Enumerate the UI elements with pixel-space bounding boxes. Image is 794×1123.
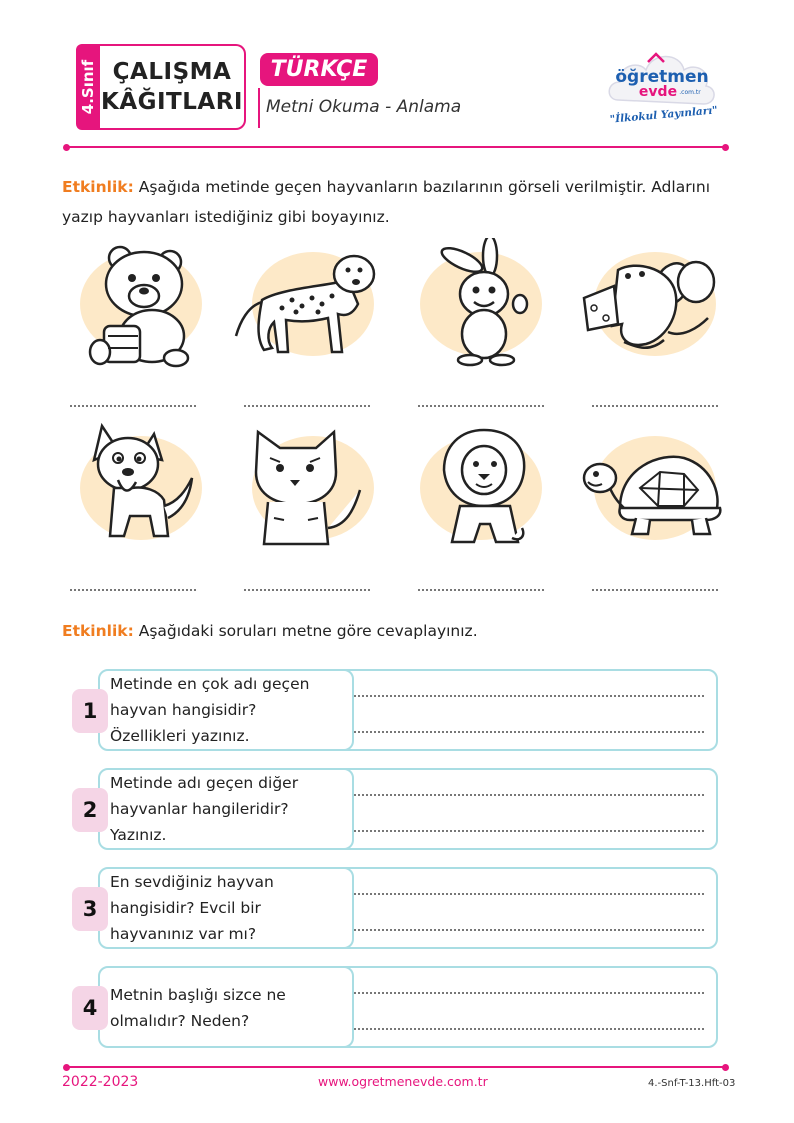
title-line-1: ÇALIŞMA — [112, 59, 232, 85]
rabbit-icon — [432, 238, 542, 368]
logo-word-2: evde — [638, 84, 678, 100]
grade-tab — [76, 44, 100, 130]
question-text: Metnin başlığı sizce ne olmalıdır? Neden? — [110, 986, 286, 1030]
answer-line[interactable] — [342, 830, 704, 832]
answer-line-1[interactable] — [70, 405, 196, 407]
activity1-instruction — [62, 172, 722, 232]
answer-line-4[interactable] — [592, 405, 718, 407]
turtle-icon — [580, 448, 726, 540]
worksheet-title — [100, 44, 246, 130]
publisher-logo — [604, 42, 720, 130]
divider-dot-left — [63, 1064, 70, 1071]
answer-line[interactable] — [342, 992, 704, 994]
answer-line-3[interactable] — [418, 405, 544, 407]
question-number: 1 — [72, 689, 108, 733]
activity2-instruction — [62, 616, 722, 646]
subject-badge: TÜRKÇE — [260, 53, 378, 86]
divider-dot-right — [722, 1064, 729, 1071]
mouse-icon — [578, 248, 724, 358]
bear-icon — [80, 240, 200, 370]
logo-domain: .com.tr — [679, 89, 701, 96]
answer-box[interactable] — [324, 768, 718, 850]
answer-line[interactable] — [342, 794, 704, 796]
website-link[interactable]: www.ogretmenevde.com.tr — [318, 1074, 488, 1089]
cat-icon — [250, 428, 364, 550]
answer-line-2[interactable] — [244, 405, 370, 407]
activity2-text: Aşağıdaki soruları metne göre cevaplayınız. — [133, 622, 478, 640]
answer-box[interactable] — [324, 966, 718, 1048]
question-text: Metinde adı geçen diğer hayvanlar hangileridir? Yazınız. — [110, 774, 299, 844]
lion-icon — [440, 426, 530, 550]
question-row-2 — [66, 768, 726, 852]
topic-label: Metni Okuma - Anlama — [266, 97, 462, 117]
divider-dot-left — [63, 144, 70, 151]
question-row-1 — [66, 669, 726, 753]
answer-box[interactable] — [324, 669, 718, 751]
divider-dot-right — [722, 144, 729, 151]
grade-label: 4.Sınıf — [79, 59, 97, 115]
question-text: En sevdiğiniz hayvan hangisidir? Evcil bir hayvanınız var mı? — [110, 873, 274, 943]
question-text: Metinde en çok adı geçen hayvan hangisidir? Özellikleri yazınız. — [110, 675, 310, 745]
question-row-3 — [66, 867, 726, 951]
answer-line[interactable] — [342, 929, 704, 931]
activity1-label: Etkinlik: — [62, 178, 134, 196]
title-line-2: KÂĞITLARI — [101, 89, 243, 115]
top-divider — [66, 146, 726, 148]
answer-box[interactable] — [324, 867, 718, 949]
school-year: 2022-2023 — [62, 1074, 139, 1090]
answer-line-5[interactable] — [70, 589, 196, 591]
question-number: 2 — [72, 788, 108, 832]
answer-line-7[interactable] — [418, 589, 544, 591]
logo-tagline: "İlkokul Yayınları" — [609, 104, 719, 126]
answer-line-8[interactable] — [592, 589, 718, 591]
activity2-label: Etkinlik: — [62, 622, 134, 640]
document-code: 4.-Snf-T-13.Hft-03 — [648, 1078, 736, 1089]
dog-icon — [88, 420, 198, 548]
bottom-divider — [66, 1066, 726, 1068]
logo-word-1: öğretmen — [615, 67, 709, 87]
activity1-text: Aşağıda metinde geçen hayvanların bazılarının görseli verilmiştir. Adlarını yazıp hayvanları istediğiniz gibi boyayınız. — [62, 178, 710, 226]
answer-line-6[interactable] — [244, 589, 370, 591]
answer-line[interactable] — [342, 1028, 704, 1030]
subject-divider — [258, 88, 260, 128]
cheetah-icon — [232, 244, 380, 360]
cloud-logo-icon — [604, 42, 720, 130]
answer-line[interactable] — [342, 893, 704, 895]
answer-line[interactable] — [342, 695, 704, 697]
answer-line[interactable] — [342, 731, 704, 733]
question-number: 4 — [72, 986, 108, 1030]
question-number: 3 — [72, 887, 108, 931]
question-row-4 — [66, 966, 726, 1050]
